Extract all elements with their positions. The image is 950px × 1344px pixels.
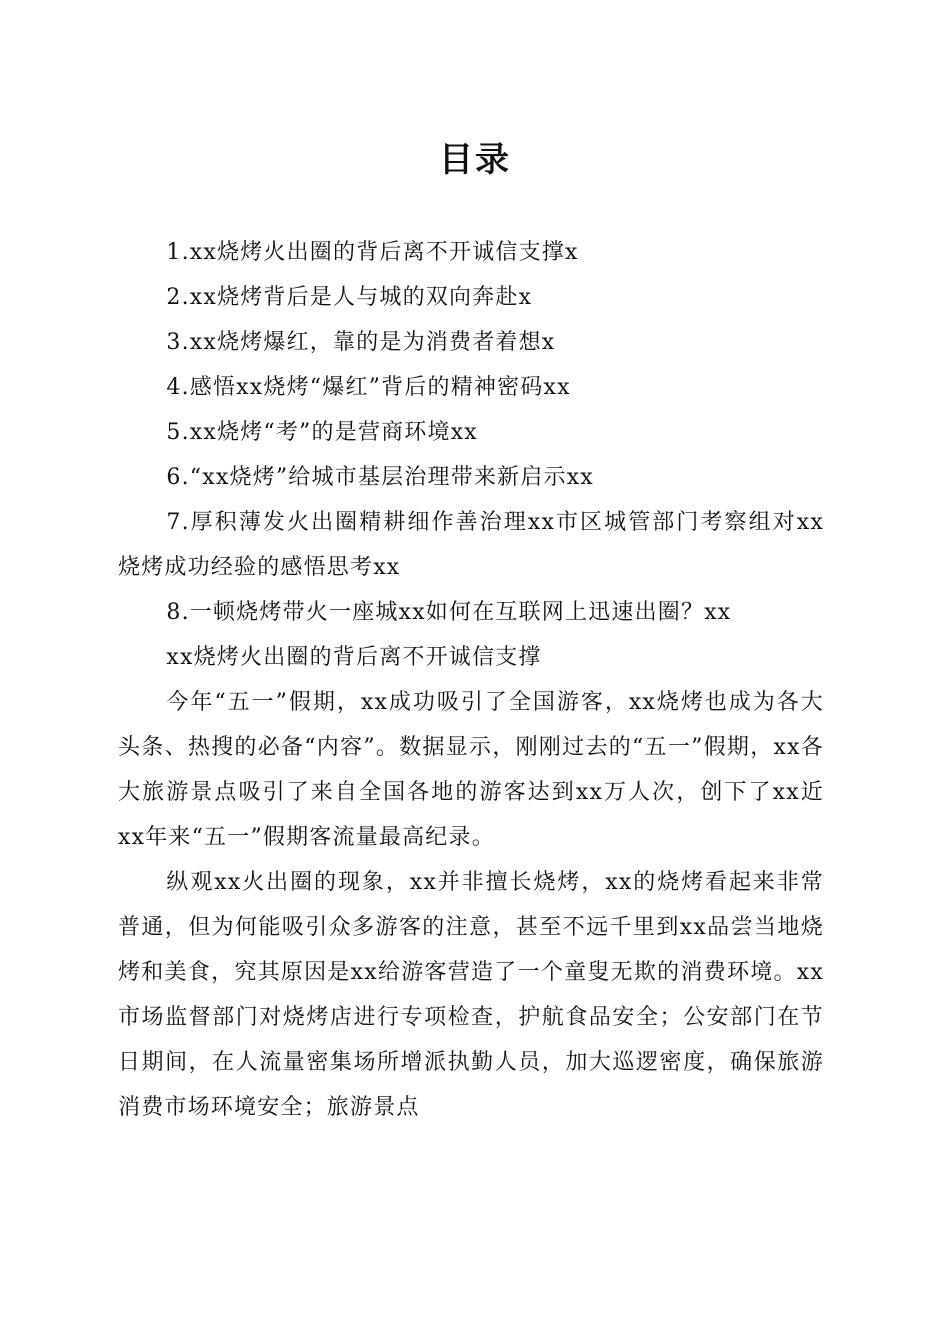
- toc-item-2: 2.xx烧烤背后是人与城的双向奔赴x: [166, 285, 533, 310]
- body-paragraph-2: 纵观xx火出圈的现象，xx并非擅长烧烤，xx的烧烤看起来非常普通，但为何能吸引众多游客的注意，甚至不远千里到xx品尝当地烧烤和美食，究其原因是xx给游客营造了一个童叟无欺的消费环境。xx市场监督部门对烧烤店进行专项检查，护航食品安全；公安部门在节日期间，在人流量密集场所增派执勤人员，加大巡逻密度，确保旅游消费市场环境安全；旅游景点: [118, 870, 824, 1120]
- page-title: 目录: [439, 140, 511, 180]
- toc-item-5: 5.xx烧烤“考”的是营商环境xx: [166, 420, 478, 445]
- body-paragraph-1: 今年“五一”假期，xx成功吸引了全国游客，xx烧烤也成为各大头条、热搜的必备“内容”。数据显示，刚刚过去的“五一”假期，xx各大旅游景点吸引了来自全国各地的游客达到xx万人次，创下了xx近xx年来“五一”假期客流量最高纪录。: [118, 690, 824, 850]
- toc-item-3: 3.xx烧烤爆红，靠的是为消费者着想x: [166, 330, 556, 355]
- toc-item-4: 4.感悟xx烧烤“爆红”背后的精神密码xx: [166, 375, 571, 400]
- toc-item-8: 8.一顿烧烤带火一座城xx如何在互联网上迅速出圈？xx: [166, 600, 732, 625]
- toc-item-1: 1.xx烧烤火出圈的背后离不开诚信支撑x: [166, 240, 579, 265]
- article-title: xx烧烤火出圈的背后离不开诚信支撑: [166, 645, 542, 670]
- document-body: [118, 230, 824, 1130]
- toc-item-6: 6.“xx烧烤”给城市基层治理带来新启示xx: [166, 465, 594, 490]
- toc-item-7: 7.厚积薄发火出圈精耕细作善治理xx市区城管部门考察组对xx烧烤成功经验的感悟思考xx: [118, 510, 824, 580]
